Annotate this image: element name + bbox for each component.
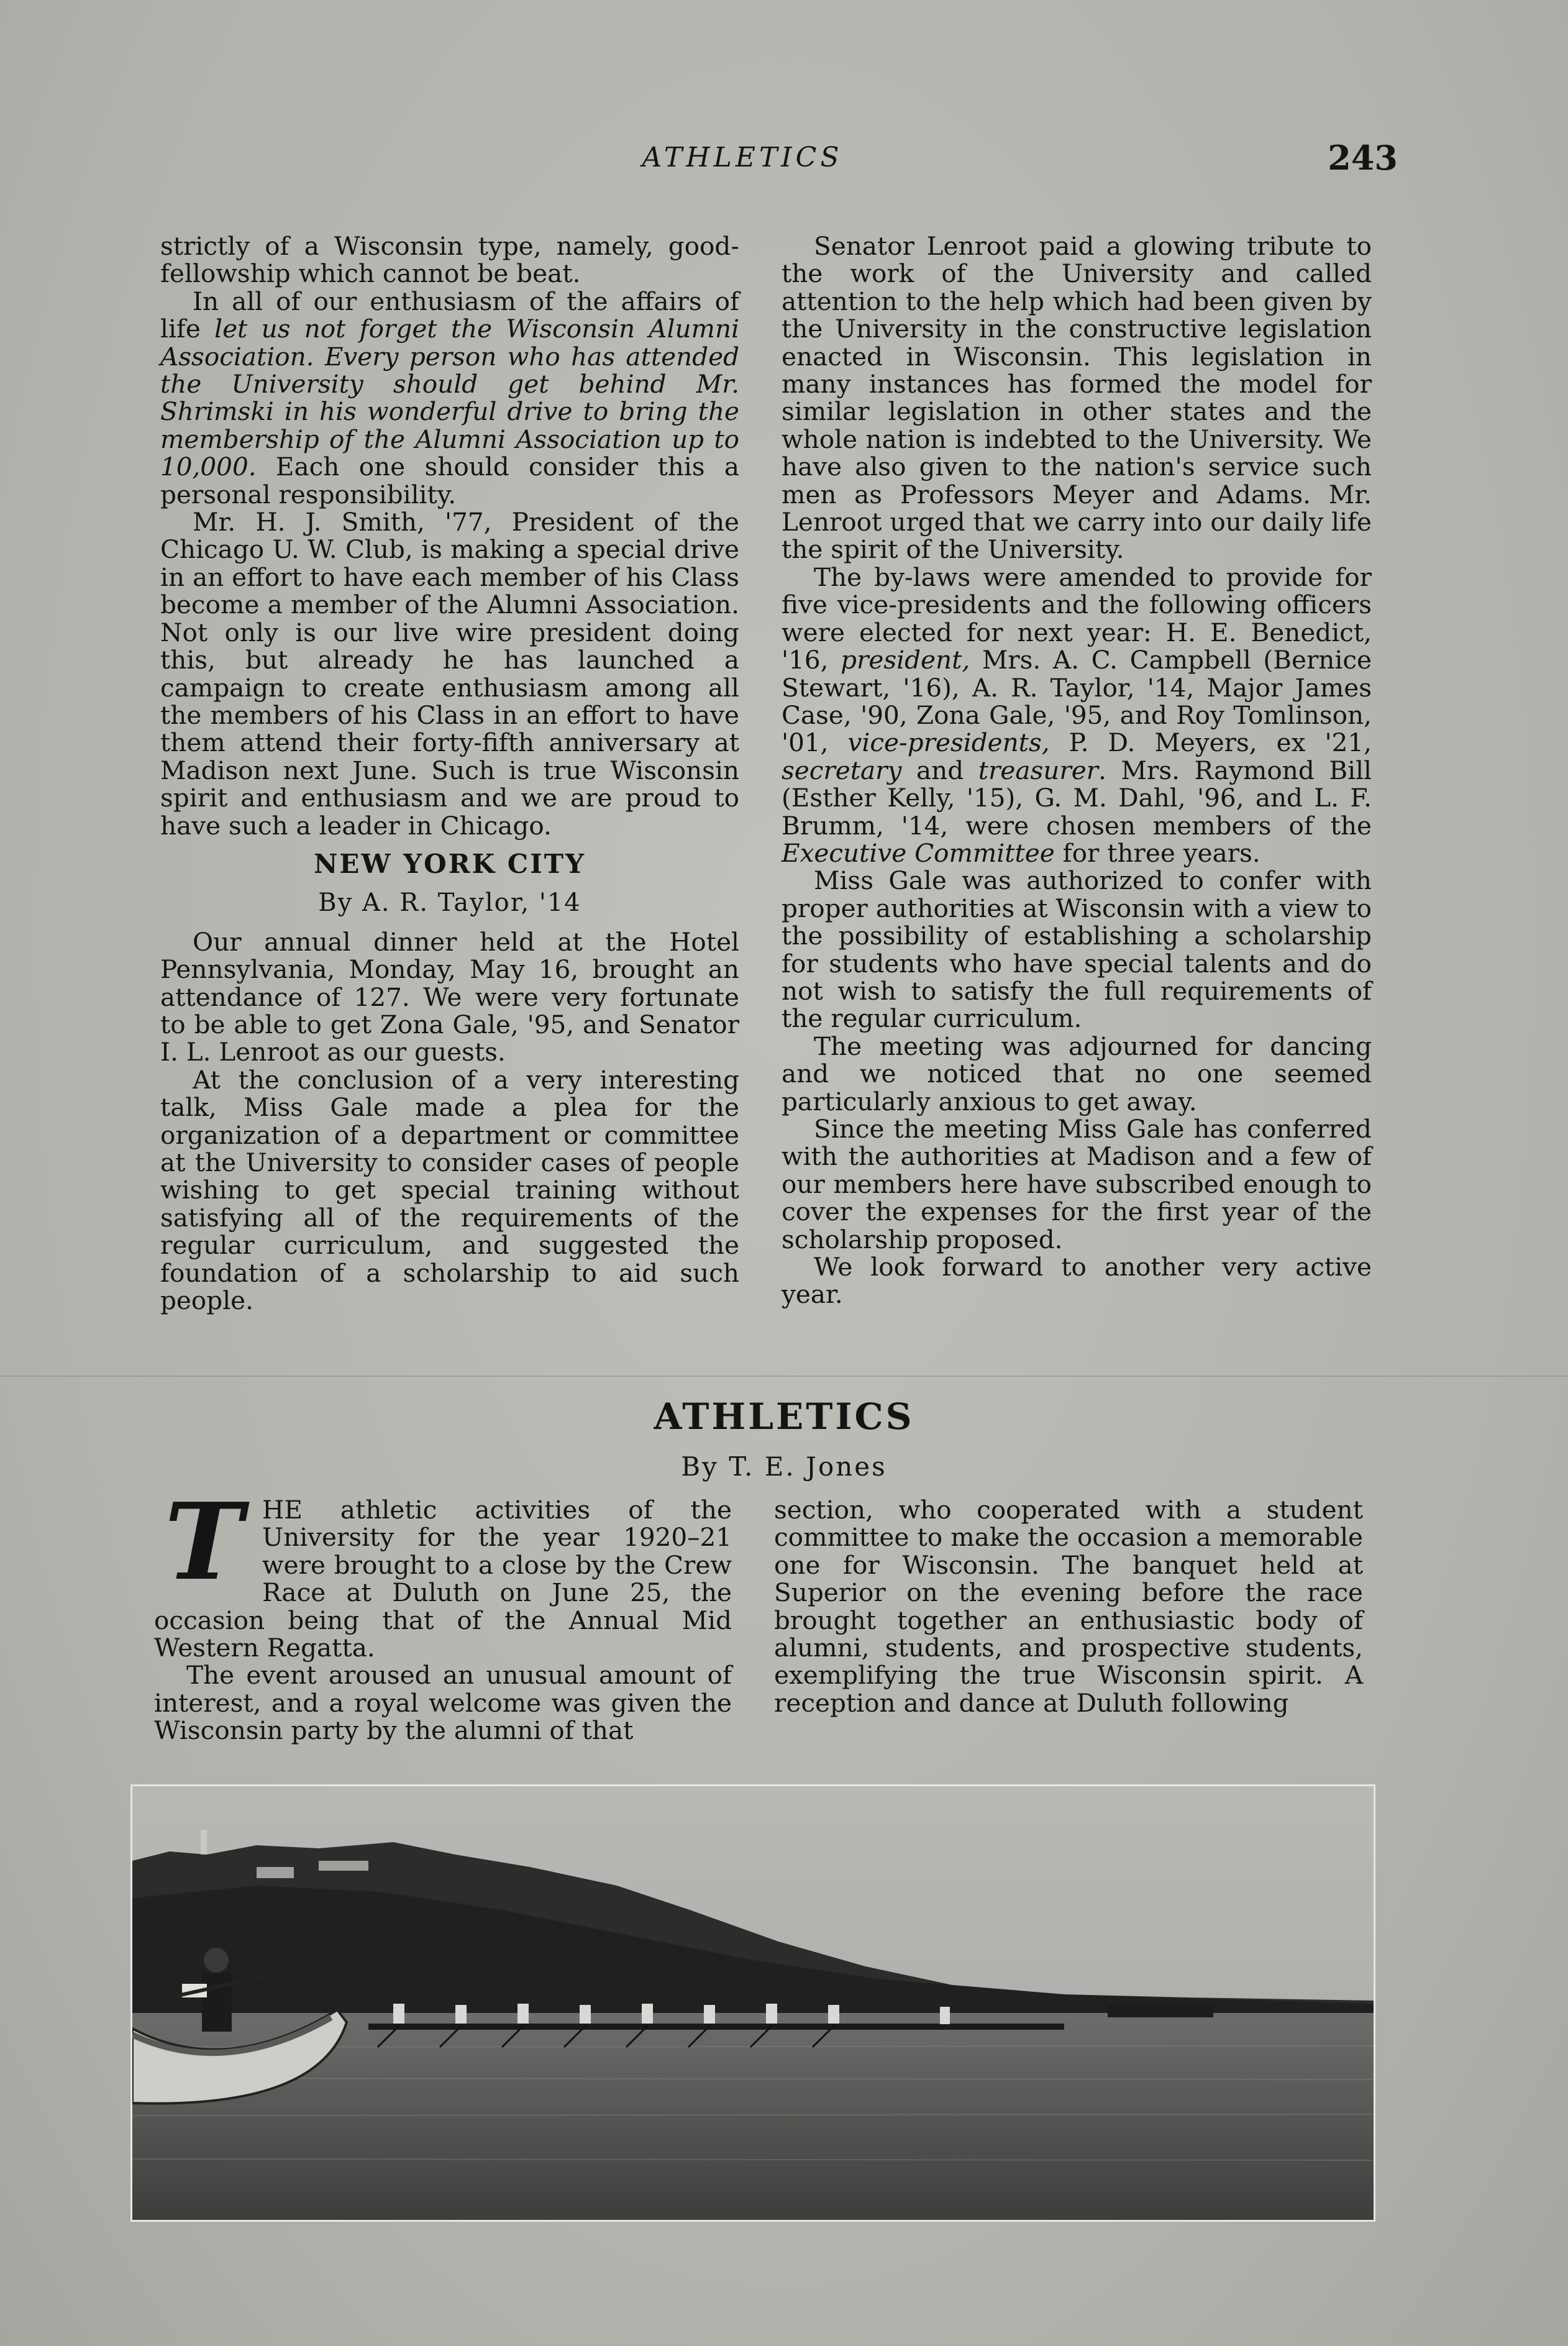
paragraph: Mr. H. J. Smith, '77, President of the Chicago U. W. Club, is making a special drive in an effort to have each member of his Class become a member of the Alumni Association. Not only is our live wire president doing this, but already he has launched a campaign to create enthusiasm among all the members of his Class in an effort to have them attend their forty-fifth anniversary at Madison next June. Such is true Wisconsin spirit and enthusiasm and we are proud to have such a leader in Chicago. <box>160 507 739 841</box>
text-run: Each one should consider this a personal responsibility. <box>160 452 739 509</box>
paragraph: The event aroused an unusual amount of interest, and a royal welcome was given the Wisconsin party by the alumni of that <box>154 1660 732 1746</box>
paragraph: Senator Lenroot paid a glowing tribute to the work of the University and called attention to the help which had been given by the University in the constructive legislation enacted in Wisconsin. This legislation in many instances has formed the model for similar legislation in other states and the whole nation is indebted to the University. We have also given to the nation's service such men as Professors Meyer and Adams. Mr. Lenroot urged that we carry into our daily life the spirit of the University. <box>782 231 1372 565</box>
italic-text-run: Executive Committee <box>782 838 1055 868</box>
text-run: for three years. <box>1054 838 1260 868</box>
running-head-title: ATHLETICS <box>642 142 843 173</box>
running-head <box>0 138 1568 191</box>
column-right-top <box>782 232 1372 1308</box>
text-run: In all of our enthusiasm of the affairs of life <box>160 286 739 344</box>
column-left-top <box>160 232 739 1314</box>
text-run: P. D. Meyers, ex '21, <box>1049 728 1372 758</box>
italic-text-run: let us not forget the Wisconsin Alumni Association. Every person who has attended the University should get behind Mr. Shrimski in his wonderful drive to bring the membership of the Alumni Association up to 10,000. <box>160 314 739 482</box>
italic-text-run: treasurer <box>978 755 1099 785</box>
article-byline: By T. E. Jones <box>681 1451 887 1482</box>
crew-shell <box>368 2024 1064 2030</box>
paragraph-bylaws <box>782 564 1372 867</box>
paragraph: At the conclusion of a very interesting talk, Miss Gale made a plea for the organization of a department or committee at the University to consider cases of people wishing to get special training without satisfying all of the requirements of the regular curriculum, and suggested the foundation of a scholarship to aid such people. <box>160 1064 739 1316</box>
section-byline: By A. R. Taylor, '14 <box>318 888 581 918</box>
paragraph-alumni-appeal <box>160 288 739 508</box>
paragraph: Since the meeting Miss Gale has conferred with the authorities at Madison and a few of our members here have subscribed enough to cover the expenses for the first year of the scholarship proposed. <box>782 1114 1372 1254</box>
page-fold-line <box>0 1376 1568 1377</box>
section-heading-new-york-city: NEW YORK CITY <box>313 848 586 879</box>
photo-illustration <box>132 1786 1374 2220</box>
italic-text-run: vice-presidents, <box>847 728 1050 758</box>
paragraph: HE athletic activities of the University for the year 1920–21 were brought to a close by the Crew Race at Duluth on June 25, the occasion being that of the Annual Mid Western Regatta. <box>154 1495 732 1663</box>
italic-text-run: secretary <box>782 755 902 785</box>
paragraph: We look forward to another very active year. <box>782 1252 1372 1310</box>
paddler-head <box>204 1948 229 1973</box>
text-run: . Mrs. Raymond Bill (Esther Kelly, '15), G. M. Dahl, '96, and L. F. Brumm, '14, were chosen members of the <box>782 755 1372 841</box>
paragraph: strictly of a Wisconsin type, namely, good-fellowship which cannot be beat. <box>160 231 739 289</box>
italic-text-run: president, <box>841 645 970 675</box>
paragraph: Our annual dinner held at the Hotel Pennsylvania, Monday, May 16, brought an attendance of 127. We were very fortunate to be able to get Zona Gale, '95, and Senator I. L. Lenroot as our guests. <box>160 926 739 1067</box>
page-number: 243 <box>1328 138 1398 178</box>
column-right-bottom <box>774 1496 1363 1717</box>
article-heading-athletics: ATHLETICS <box>654 1395 914 1438</box>
paddler-vest <box>202 1973 232 2032</box>
drop-cap: T <box>164 1480 244 1604</box>
paragraph: Miss Gale was authorized to confer with proper authorities at Wisconsin with a view to the possibility of establishing a scholarship for students who have special talents and do not wish to satisfy the full requirements of the regular curriculum. <box>782 865 1372 1034</box>
column-left-bottom <box>154 1480 732 1746</box>
paragraph: section, who cooperated with a student committee to make the occasion a memorable one for Wisconsin. The banquet held at Superior on the evening before the race brought together an enthusiastic body of alumni, students, and prospective students, exemplifying the true Wisconsin spirit. A reception and dance at Duluth following <box>774 1495 1363 1718</box>
launch-boat <box>1108 2005 1213 2017</box>
text-run: The by-laws were amended to provide for five vice-presidents and the following officers were elected for next year: H. E. Benedict, '16, <box>782 562 1372 675</box>
paragraph: The meeting was adjourned for dancing and we noticed that no one seemed particularly anxious to get away. <box>782 1031 1372 1116</box>
text-run: Mrs. A. C. Campbell (Bernice Stewart, '16), A. R. Taylor, '14, Major James Case, '90, Zona Gale, '95, and Roy Tomlinson, '01, <box>782 645 1372 758</box>
text-run: and <box>901 755 978 785</box>
crew-race-photograph <box>130 1784 1375 2222</box>
